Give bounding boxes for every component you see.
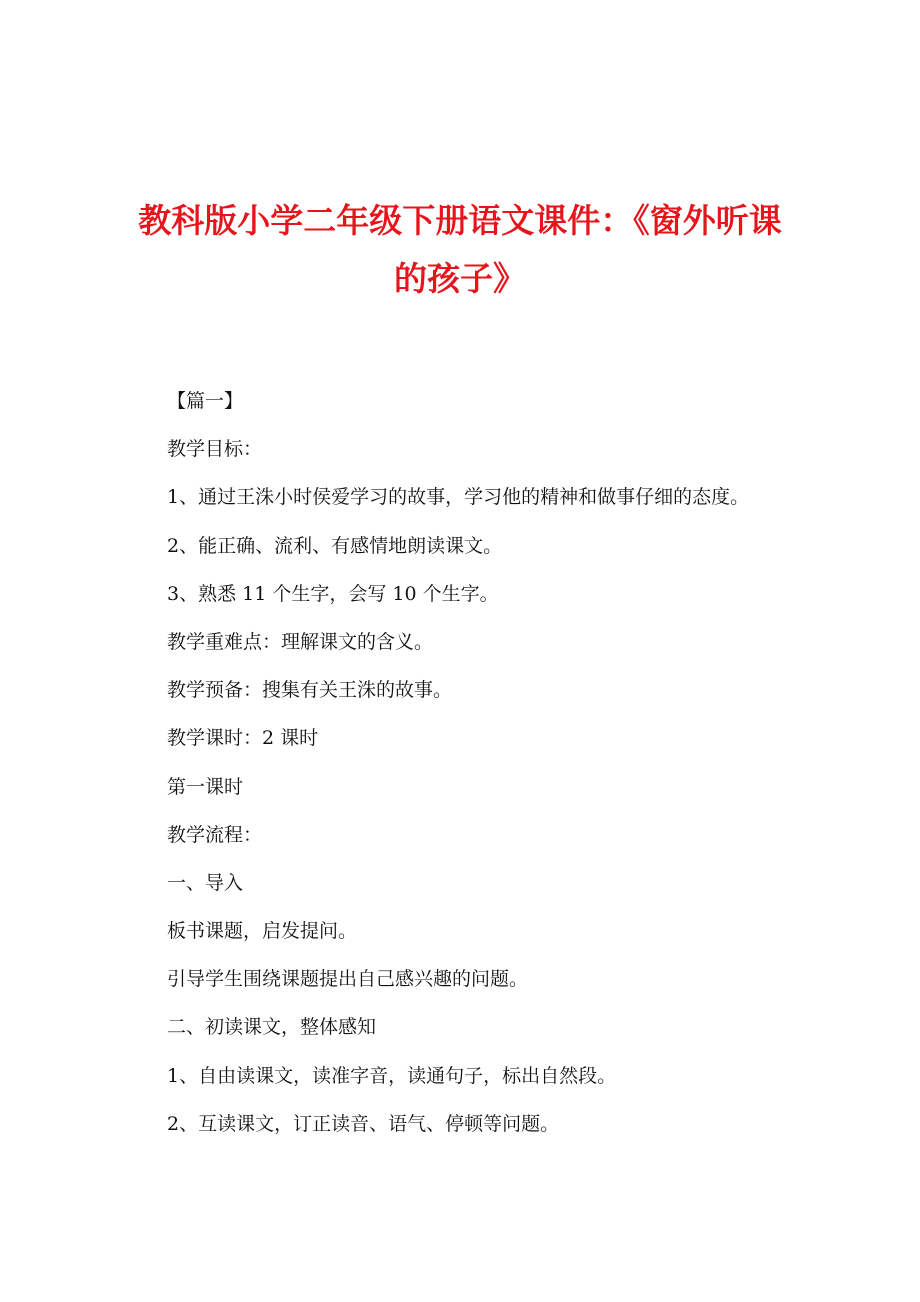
paragraph: 教学流程： — [167, 823, 263, 846]
paragraph: 2、能正确、流利、有感情地朗读课文。 — [167, 534, 503, 557]
paragraph: 1、通过王洙小时侯爱学习的故事，学习他的精神和做事仔细的态度。 — [167, 486, 750, 509]
title-line-1: 教科版小学二年级下册语文课件：《窗外听课 — [138, 201, 782, 240]
paragraph: 二、初读课文，整体感知 — [167, 1016, 377, 1039]
paragraph: 1、自由读课文，读准字音，读通句子，标出自然段。 — [167, 1064, 617, 1087]
paragraph: 教学课时：2 课时 — [167, 727, 319, 750]
paragraph: 引导学生围绕课题提出自己感兴趣的问题。 — [167, 968, 529, 991]
paragraph: 教学目标： — [167, 438, 263, 461]
document-title — [120, 192, 800, 308]
document-body — [167, 389, 867, 1160]
paragraph: 第一课时 — [167, 775, 244, 798]
paragraph: 教学重难点：理解课文的含义。 — [167, 630, 434, 653]
paragraph: 一、导入 — [167, 871, 244, 894]
section-heading: 【篇一】 — [167, 390, 244, 412]
paragraph: 2、互读课文，订正读音、语气、停顿等问题。 — [167, 1112, 560, 1135]
title-line-2: 的孩子》 — [394, 259, 526, 298]
paragraph: 3、熟悉 11 个生字，会写 10 个生字。 — [167, 582, 499, 605]
paragraph: 板书课题，启发提问。 — [167, 920, 358, 943]
paragraph: 教学预备：搜集有关王洙的故事。 — [167, 679, 453, 702]
